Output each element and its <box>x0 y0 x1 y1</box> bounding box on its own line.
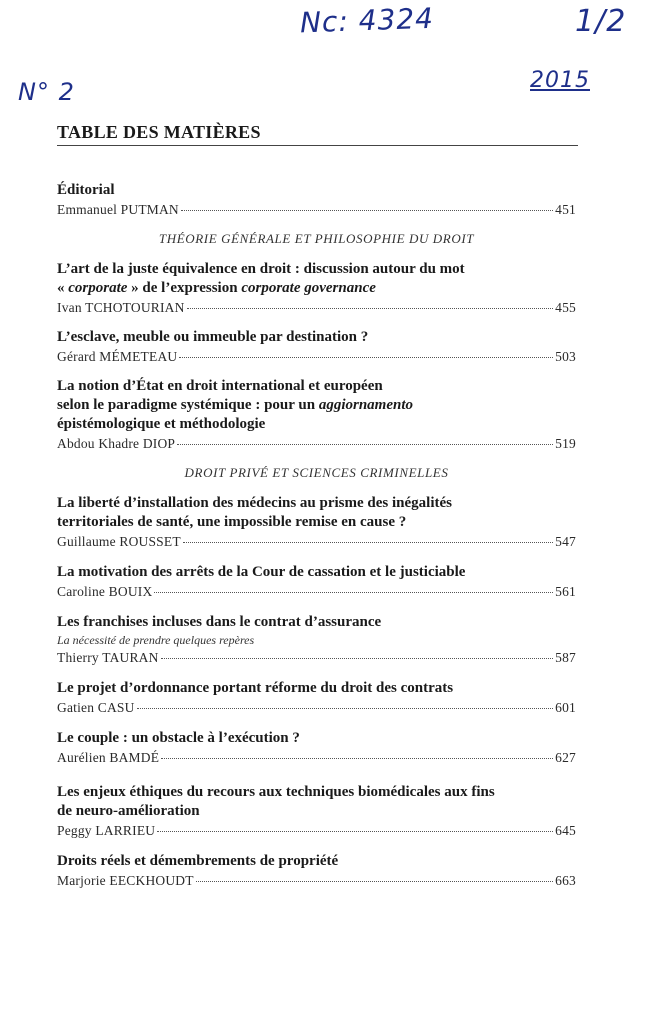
entry-title: Les enjeux éthiques du recours aux techniques biomédicales aux fins de neuro-amélioration <box>57 784 495 819</box>
entry-author: Abdou Khadre DIOP <box>57 436 176 451</box>
leader-dots <box>183 542 553 543</box>
toc-entry[interactable] <box>57 494 576 551</box>
entry-author: Peggy LARRIEU <box>57 823 156 838</box>
section-heading: DROIT PRIVÉ ET SCIENCES CRIMINELLES <box>184 465 449 480</box>
toc-entry[interactable] <box>57 563 576 601</box>
entry-author: Gérard MÉMETEAU <box>57 349 178 364</box>
leader-dots <box>161 658 554 659</box>
leader-dots <box>154 592 553 593</box>
entry-title: Éditorial <box>57 182 115 198</box>
leader-dots <box>187 308 554 309</box>
entry-author: Emmanuel PUTMAN <box>57 202 179 217</box>
page-title: TABLE DES MATIÈRES <box>57 122 261 142</box>
entry-title: L’art de la juste équivalence en droit : discussion autour du mot « corporate » de l’expression corporate governance <box>57 261 465 296</box>
entry-title: L’esclave, meuble ou immeuble par destination ? <box>57 329 369 345</box>
entry-title: La liberté d’installation des médecins au prisme des inégalités territoriales de santé, une impossible remise en cause ? <box>57 495 452 530</box>
entry-page: 645 <box>555 823 576 838</box>
leader-dots <box>157 831 553 832</box>
toc-entry[interactable] <box>57 852 576 890</box>
entry-page: 601 <box>555 700 576 715</box>
entry-author: Gatien CASU <box>57 700 135 715</box>
entry-subtitle: La nécessité de prendre quelques repères <box>57 633 255 647</box>
leader-dots <box>137 708 554 709</box>
entry-page: 547 <box>555 534 576 549</box>
toc-entry[interactable] <box>57 729 576 767</box>
toc-entry[interactable] <box>57 181 576 219</box>
entry-author: Thierry TAURAN <box>57 650 159 665</box>
entry-author: Marjorie EECKHOUDT <box>57 873 194 888</box>
entry-title: Les franchises incluses dans le contrat d’assurance <box>57 614 382 630</box>
entry-page: 587 <box>555 650 576 665</box>
toc-entry[interactable] <box>57 613 576 667</box>
heading-rule <box>57 145 578 146</box>
toc-entry[interactable] <box>57 783 576 840</box>
leader-dots <box>161 758 553 759</box>
toc-entry[interactable] <box>57 679 576 717</box>
entry-page: 663 <box>555 873 576 888</box>
entry-author: Guillaume ROUSSET <box>57 534 181 549</box>
entry-page: 503 <box>555 349 576 364</box>
entry-author: Ivan TCHOTOURIAN <box>57 300 185 315</box>
entry-title: Le projet d’ordonnance portant réforme du droit des contrats <box>57 680 454 696</box>
entry-author: Aurélien BAMDÉ <box>57 750 160 765</box>
entry-page: 455 <box>555 300 576 315</box>
entry-page: 519 <box>555 436 576 451</box>
section-heading: THÉORIE GÉNÉRALE ET PHILOSOPHIE DU DROIT <box>158 231 475 246</box>
handwritten-page-mark: 1/2 <box>575 4 627 39</box>
entry-title: La notion d’État en droit international et européen selon le paradigme systémique : pour un aggiornamento épistémologique et méthodologie <box>57 378 414 432</box>
entry-title: Le couple : un obstacle à l’exécution ? <box>57 730 300 746</box>
leader-dots <box>179 357 553 358</box>
leader-dots <box>196 881 553 882</box>
entry-page: 561 <box>555 584 576 599</box>
toc-entry[interactable] <box>57 377 576 453</box>
handwritten-year: 2015 <box>530 68 590 93</box>
entry-title: Droits réels et démembrements de propriété <box>57 853 339 869</box>
entry-page: 451 <box>555 202 576 217</box>
handwritten-issue-number: N° 2 <box>18 78 75 106</box>
leader-dots <box>181 210 553 211</box>
toc-entry[interactable] <box>57 328 576 366</box>
handwritten-reference: Nc: 4324 <box>299 1 435 40</box>
entry-page: 627 <box>555 750 576 765</box>
leader-dots <box>177 444 553 445</box>
entry-author: Caroline BOUIX <box>57 584 153 599</box>
entry-title: La motivation des arrêts de la Cour de cassation et le justiciable <box>57 564 466 580</box>
table-of-contents <box>57 181 576 890</box>
toc-entry[interactable] <box>57 260 576 317</box>
